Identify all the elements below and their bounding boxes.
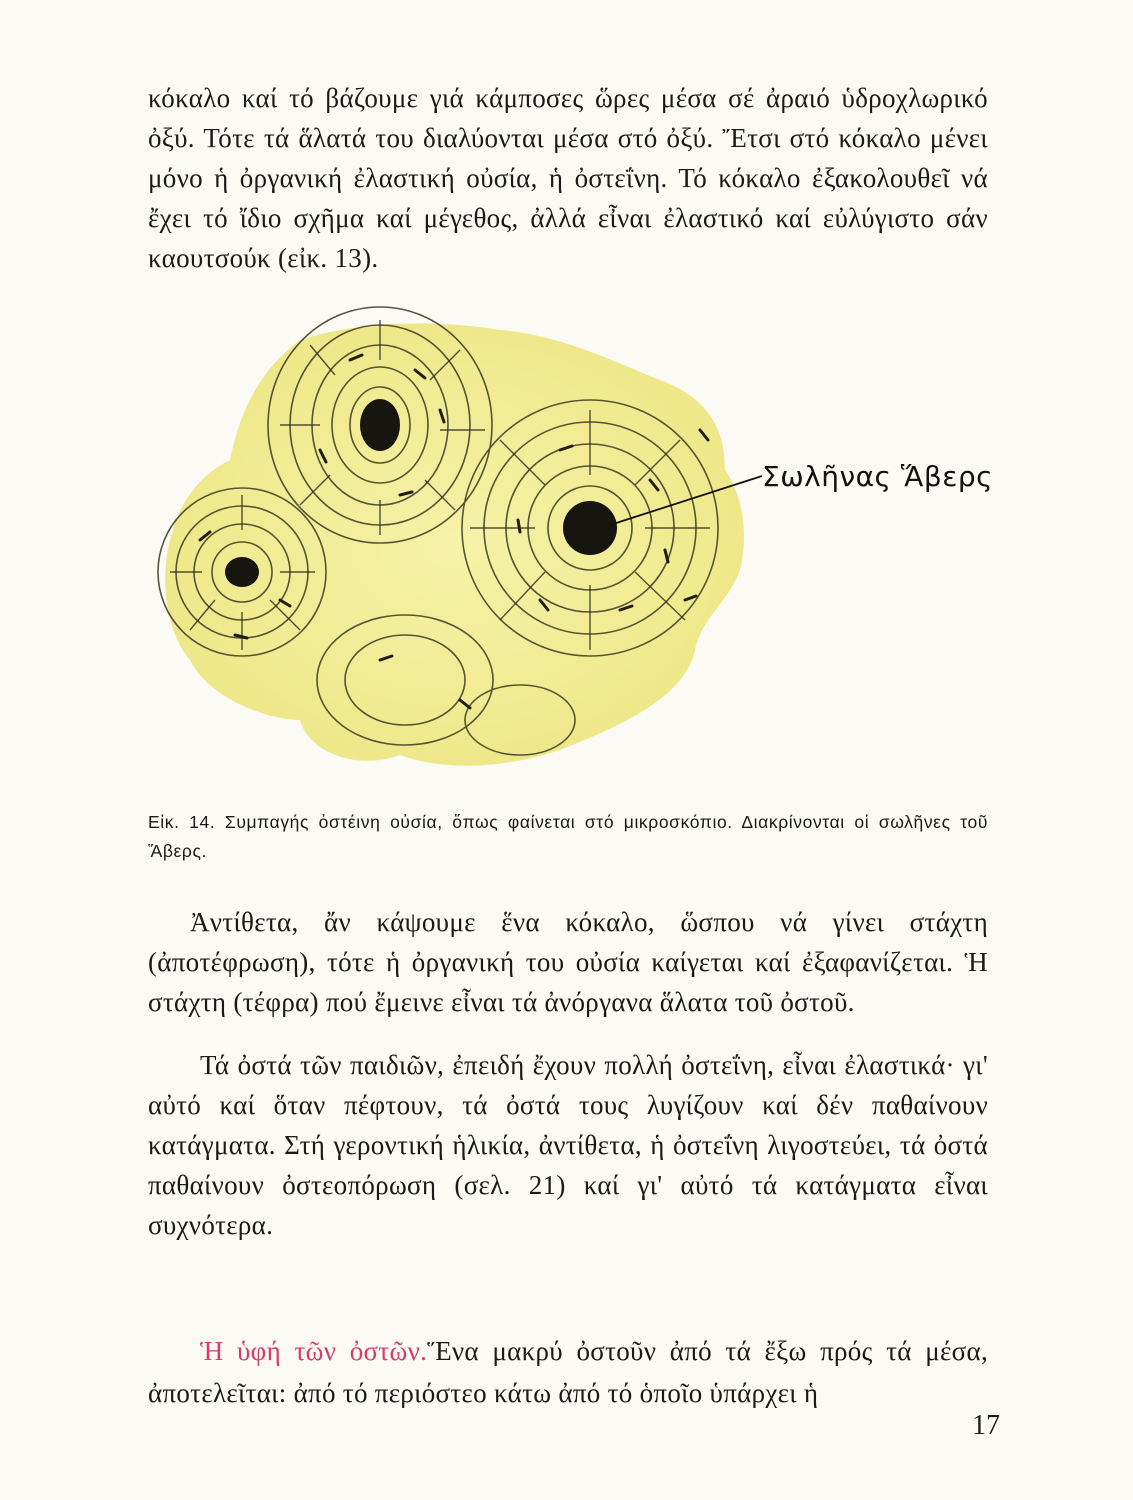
paragraph-intro: κόκαλο καί τό βάζουμε γιά κάμποσες ὥρες μέσα σέ ἀραιό ὑδροχλωρικό ὀξύ. Τότε τά ἅλατά του διαλύονται μέσα στό ὀξύ. Ἔτσι στό κόκαλο μένει μόνο ἡ ὀργανική ἐλαστική οὐσία, ἡ ὀστεΐνη. Τό κόκαλο ἐξακολουθεῖ νά ἔχει τό ἴδιο σχῆμα καί μέγεθος, ἀλλά εἶναι ἐλαστικό καί εὐλύγιστο σάν καουτσούκ (εἰκ. 13). xyxy=(148,83,988,273)
section-heading: Ἡ ὑφή τῶν ὀστῶν. xyxy=(200,1336,428,1366)
haversian-canal-3 xyxy=(225,557,259,587)
compact-bone-illustration xyxy=(140,300,1010,780)
havers-canal-label: Σωλῆνας Ἅβερς xyxy=(762,460,994,493)
bone-microscope-figure xyxy=(140,300,1010,780)
paragraph-elasticity: Τά ὀστά τῶν παιδιῶν, ἐπειδή ἔχουν πολλή ὀστεΐνη, εἶναι ἐλαστικά· γι' αὐτό καί ὅταν πέφτουν, τά ὀστά τους λυγίζουν καί δέν παθαίνουν κατάγματα. Στή γεροντική ἡλικία, ἀντίθετα, ἡ ὀστεΐνη λιγοστεύει, τά ὀστά παθαίνουν ὀστεοπόρωση (σελ. 21) καί γι' αὐτό τά κατάγματα εἶναι συχνότερα. xyxy=(148,1050,988,1240)
haversian-canal-1 xyxy=(360,399,400,451)
section-text: Ἕνα μακρύ ὀστοῦν ἀπό τά ἔξω πρός τά μέσα, ἀποτελεῖται: ἀπό τό περιόστεο κάτω ἀπό τό ὁποῖο ὑπάρχει ἡ xyxy=(148,1336,988,1408)
paragraph-bone-structure xyxy=(148,1330,988,1414)
page-number: 17 xyxy=(972,1410,1000,1441)
haversian-canal-2 xyxy=(563,501,617,555)
figure-caption: Εἰκ. 14. Συμπαγής ὀστέινη οὐσία, ὅπως φαίνεται στό μικροσκόπιο. Διακρίνονται οἱ σωλῆνες τοῦ Ἅβερς. xyxy=(148,812,988,861)
paragraph-burning: Ἀντίθετα, ἄν κάψουμε ἕνα κόκαλο, ὥσπου νά γίνει στάχτη (ἀποτέφρωση), τότε ἡ ὀργανική του οὐσία καίγεται καί ἐξαφανίζεται. Ἡ στάχτη (τέφρα) πού ἔμεινε εἶναι τά ἀνόργανα ἅλατα τοῦ ὀστοῦ. xyxy=(148,907,988,1017)
